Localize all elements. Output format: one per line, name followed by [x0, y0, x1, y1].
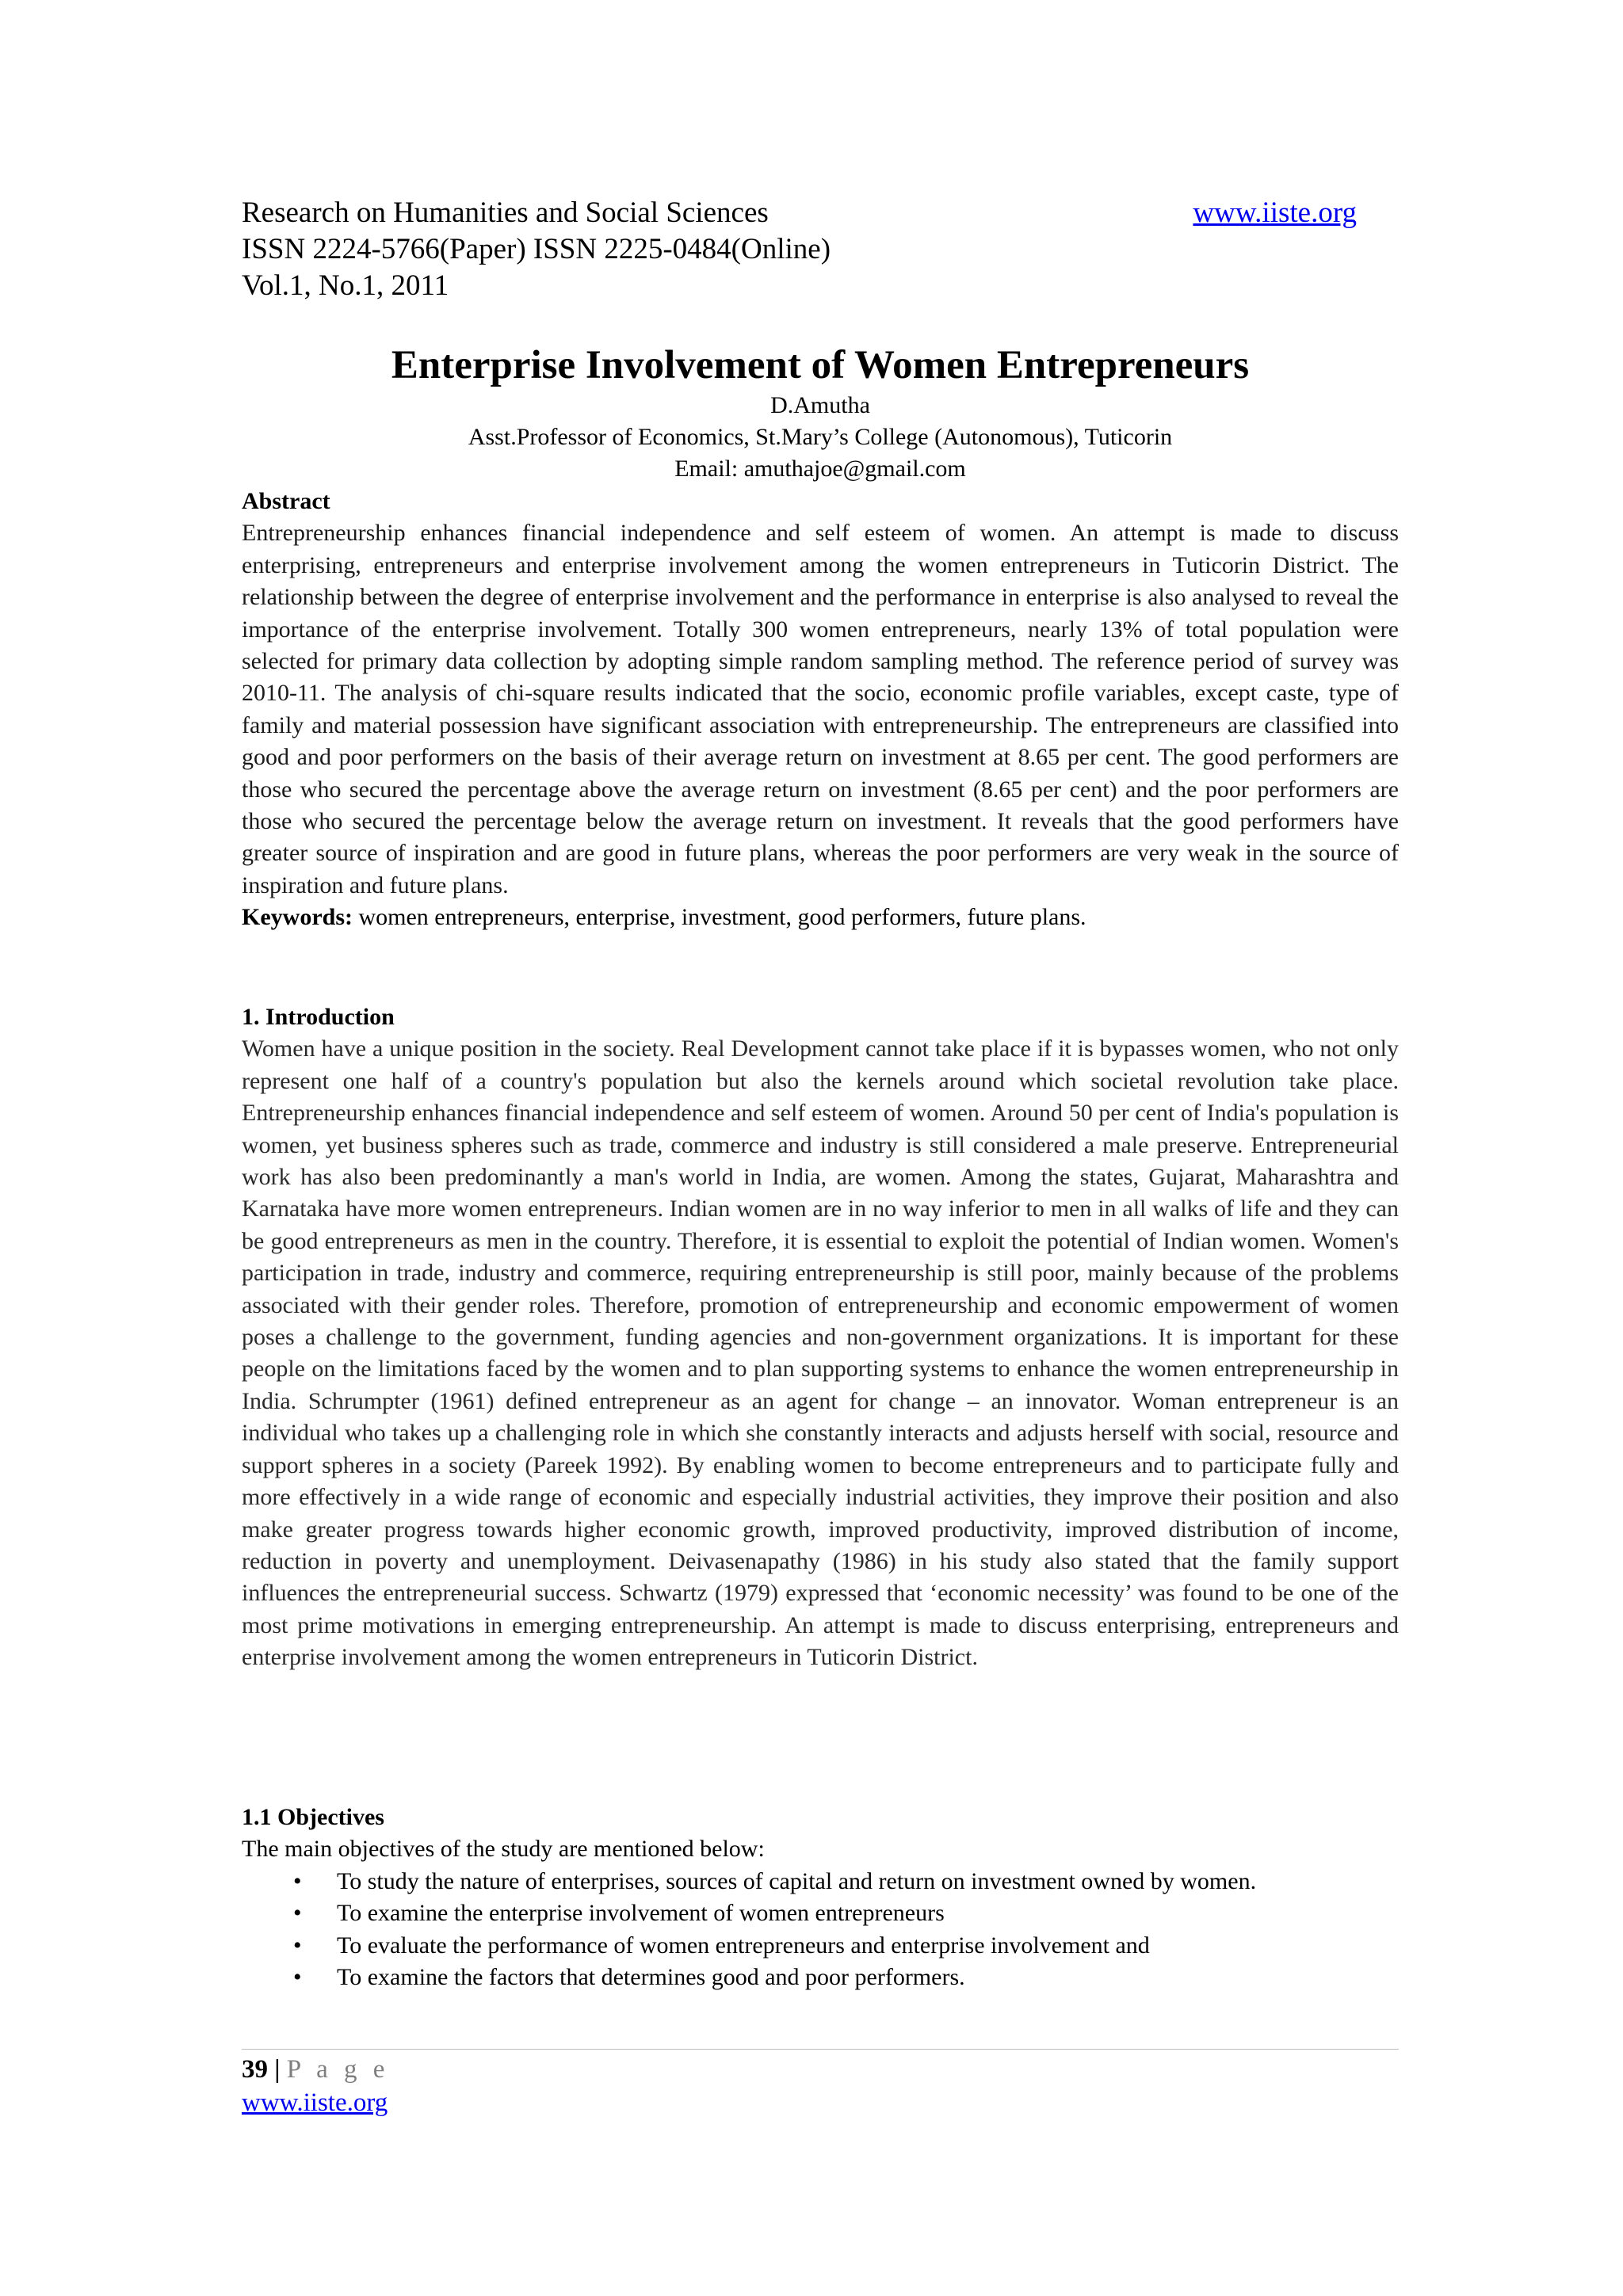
- introduction-heading: 1. Introduction: [242, 1004, 395, 1030]
- list-item: [242, 1930, 1399, 1962]
- bullet-icon: •: [293, 1900, 302, 1927]
- objective-text: To examine the factors that determines good and poor performers.: [337, 1964, 965, 1991]
- objective-text: To study the nature of enterprises, sources of capital and return on investment owned by women.: [337, 1867, 1257, 1894]
- journal-website-link[interactable]: www.iiste.org: [1193, 196, 1357, 229]
- title-block: [242, 341, 1399, 485]
- abstract-heading: Abstract: [242, 488, 330, 514]
- abstract-text: Entrepreneurship enhances financial independence and self esteem of women. An attempt is made to discuss enterprising, entrepreneurs and enterprise involvement among the women entrepreneurs in Tuticorin District. The relationship between the degree of enterprise involvement and the performance in enterprise is also analysed to reveal the importance of the enterprise involvement. Totally 300 women entrepreneurs, nearly 13% of total population were selected for primary data collection by adopting simple random sampling method. The reference period of survey was 2010-11. The analysis of chi-square results indicated that the socio, economic profile variables, except caste, type of family and material possession have significant association with entrepreneurship. The entrepreneurs are classified into good and poor performers on the basis of their average return on investment at 8.65 per cent. The good performers are those who secured the percentage above the average return on investment (8.65 per cent) and the poor performers are those who secured the percentage below the average return on investment. It reveals that the good performers have greater source of inspiration and are good in future plans, whereas the poor performers are very weak in the source of inspiration and future plans.: [242, 520, 1399, 898]
- list-item: [242, 1897, 1399, 1929]
- journal-volume: Vol.1, No.1, 2011: [242, 269, 449, 302]
- author-affiliation: Asst.Professor of Economics, St.Mary’s College (Autonomous), Tuticorin: [468, 424, 1173, 450]
- footer-divider: [242, 2049, 1399, 2050]
- objectives-heading: 1.1 Objectives: [242, 1804, 384, 1830]
- author-email: Email: amuthajoe@gmail.com: [674, 456, 966, 482]
- keywords-label: Keywords:: [242, 904, 353, 931]
- introduction-text: Women have a unique position in the society. Real Development cannot take place if it is bypasses women, who not only represent one half of a country's population but also the kernels around which societal revolution take place. Entrepreneurship enhances financial independence and self esteem of women. Around 50 per cent of India's population is women, yet business spheres such as trade, commerce and industry is still considered a male preserve. Entrepreneurial work has also been predominantly a man's world in India, are women. Among the states, Gujarat, Maharashtra and Karnataka have more women entrepreneurs. Indian women are in no way inferior to men in all walks of life and they can be good entrepreneurs as men in the country. Therefore, it is essential to exploit the potential of Indian women. Women's participation in trade, industry and commerce, requiring entrepreneurship is still poor, mainly because of the problems associated with their gender roles. Therefore, promotion of entrepreneurship and economic empowerment of women poses a challenge to the government, funding agencies and non-government organizations. It is important for these people on the limitations faced by the women and to plan supporting systems to enhance the women entrepreneurship in India. Schrumpter (1961) defined entrepreneur as an agent for change – an innovator. Woman entrepreneur is an individual who takes up a challenging role in which she constantly interacts and adjusts herself with social, resource and support spheres in a society (Pareek 1992). By enabling women to become entrepreneurs and to participate fully and more effectively in a wide range of economic and especially industrial activities, they improve their position and also make greater progress towards higher economic growth, improved productivity, improved distribution of income, reduction in poverty and unemployment. Deivasenapathy (1986) in his study also stated that the family support influences the entrepreneurial success. Schwartz (1979) expressed that ‘economic necessity’ was found to be one of the most prime motivations in emerging entrepreneurship. An attempt is made to discuss enterprising, entrepreneurs and enterprise involvement among the women entrepreneurs in Tuticorin District.: [242, 1035, 1399, 1671]
- bullet-icon: •: [293, 1867, 302, 1894]
- abstract-section: [242, 486, 1399, 934]
- page-word: P a g e: [286, 2055, 390, 2084]
- page-footer: [242, 2053, 389, 2119]
- objectives-intro: The main objectives of the study are mentioned below:: [242, 1836, 765, 1863]
- page-number: 39: [242, 2055, 268, 2084]
- journal-name: Research on Humanities and Social Sciences: [242, 196, 769, 229]
- introduction-section: [242, 1001, 1399, 1674]
- journal-header: [242, 195, 1357, 304]
- keywords-text: women entrepreneurs, enterprise, investment, good performers, future plans.: [352, 904, 1086, 931]
- keywords-line: [242, 902, 1399, 933]
- bullet-icon: •: [293, 1964, 302, 1991]
- bullet-icon: •: [293, 1932, 302, 1958]
- objective-text: To evaluate the performance of women entrepreneurs and enterprise involvement and: [337, 1932, 1150, 1958]
- footer-separator: |: [274, 2055, 281, 2084]
- paper-title: Enterprise Involvement of Women Entrepreneurs: [391, 343, 1250, 387]
- objectives-section: [242, 1802, 1399, 1993]
- objective-text: To examine the enterprise involvement of women entrepreneurs: [337, 1900, 945, 1927]
- footer-website-link[interactable]: www.iiste.org: [242, 2088, 388, 2117]
- author-name: D.Amutha: [770, 392, 870, 418]
- list-item: [242, 1866, 1399, 1897]
- objectives-list: [242, 1866, 1399, 1994]
- list-item: [242, 1962, 1399, 1993]
- journal-issn: ISSN 2224-5766(Paper) ISSN 2225-0484(Online): [242, 233, 831, 265]
